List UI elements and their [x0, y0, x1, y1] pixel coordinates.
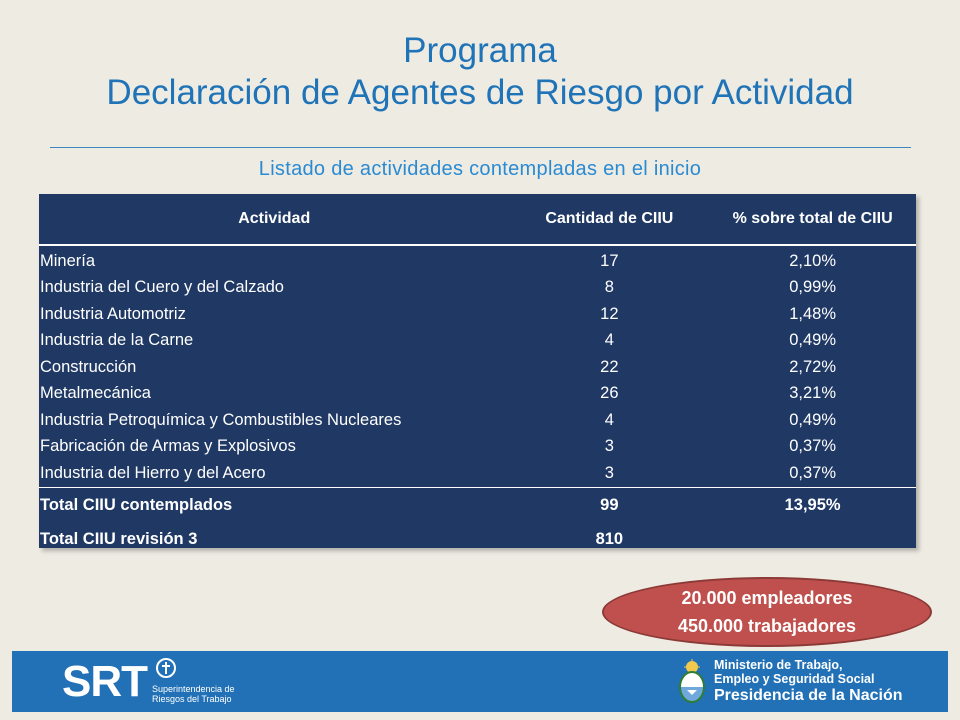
cell-count: 3 [604, 463, 614, 482]
table-row [39, 354, 916, 381]
cell-percent: 0,49% [789, 331, 836, 350]
subtitle: Listado de actividades contempladas en el inicio [258, 158, 702, 180]
callout-employers: 20.000 empleadores [681, 588, 853, 608]
cell-activity: Industria del Hierro y del Acero [40, 463, 266, 482]
table-row [39, 328, 916, 355]
cell-percent: 0,99% [789, 278, 836, 297]
total-label: Total CIIU contemplados [39, 487, 509, 524]
srt-subtitle [152, 684, 235, 704]
cell-count: 17 [600, 251, 619, 270]
footer-banner [12, 651, 948, 712]
cell-activity: Fabricación de Armas y Explosivos [40, 437, 296, 456]
cell-count: 8 [604, 278, 614, 297]
table-row [39, 381, 916, 408]
table-row [39, 407, 916, 434]
cell-count: 4 [604, 331, 614, 350]
ministry-line-3: Presidencia de la Nación [714, 687, 903, 704]
cell-count: 12 [600, 304, 619, 323]
table-header-row [39, 194, 916, 245]
cell-percent: 1,48% [789, 304, 836, 323]
title-divider [50, 147, 911, 148]
cell-count: 4 [604, 410, 614, 429]
cell-percent: 0,49% [789, 410, 836, 429]
total-percent [709, 524, 916, 556]
cell-activity: Industria Petroquímica y Combustibles Nucleares [40, 410, 402, 429]
srt-cross-icon [156, 658, 176, 678]
total-count: 810 [595, 530, 624, 548]
total-count: 99 [509, 487, 709, 524]
title-line-1: Programa [403, 31, 557, 70]
cell-percent: 2,72% [789, 357, 836, 376]
cell-percent: 3,21% [789, 384, 836, 403]
activities-table [39, 194, 916, 548]
cell-percent: 2,10% [789, 251, 836, 270]
header-actividad: Actividad [39, 194, 509, 245]
cell-count: 22 [600, 357, 619, 376]
page-title [0, 30, 960, 114]
cell-percent: 0,37% [789, 463, 836, 482]
table-row [39, 275, 916, 302]
total-label: Total CIIU revisión 3 [40, 530, 198, 548]
ministry-line-1: Ministerio de Trabajo, [714, 658, 843, 672]
ministry-logo-text [714, 658, 903, 706]
cell-activity: Industria Automotriz [40, 304, 186, 323]
summary-callout [602, 577, 932, 647]
header-cantidad: Cantidad de CIIU [509, 194, 709, 245]
header-porcentaje: % sobre total de CIIU [709, 194, 916, 245]
total-percent: 13,95% [709, 487, 916, 524]
total-row-contemplados [39, 487, 916, 524]
cell-activity: Minería [40, 251, 96, 270]
cell-percent: 0,37% [789, 437, 836, 456]
ministry-line-2: Empleo y Seguridad Social [714, 672, 875, 686]
total-row-revision [39, 524, 916, 556]
table-row [39, 434, 916, 461]
table-row [39, 245, 916, 275]
table-row [39, 301, 916, 328]
cell-activity: Industria del Cuero y del Calzado [40, 278, 284, 297]
national-shield-icon [675, 659, 709, 705]
srt-logo: SRT [62, 657, 147, 706]
cell-activity: Industria de la Carne [40, 331, 194, 350]
srt-subtitle-line-1: Superintendencia de [152, 684, 235, 694]
cell-activity: Metalmecánica [40, 384, 151, 403]
callout-workers: 450.000 trabajadores [677, 616, 857, 636]
table-row [39, 460, 916, 487]
cell-count: 3 [604, 437, 614, 456]
cell-count: 26 [600, 384, 619, 403]
cell-activity: Construcción [40, 357, 137, 376]
title-line-2: Declaración de Agentes de Riesgo por Actividad [106, 73, 854, 112]
srt-subtitle-line-2: Riesgos del Trabajo [152, 694, 232, 704]
